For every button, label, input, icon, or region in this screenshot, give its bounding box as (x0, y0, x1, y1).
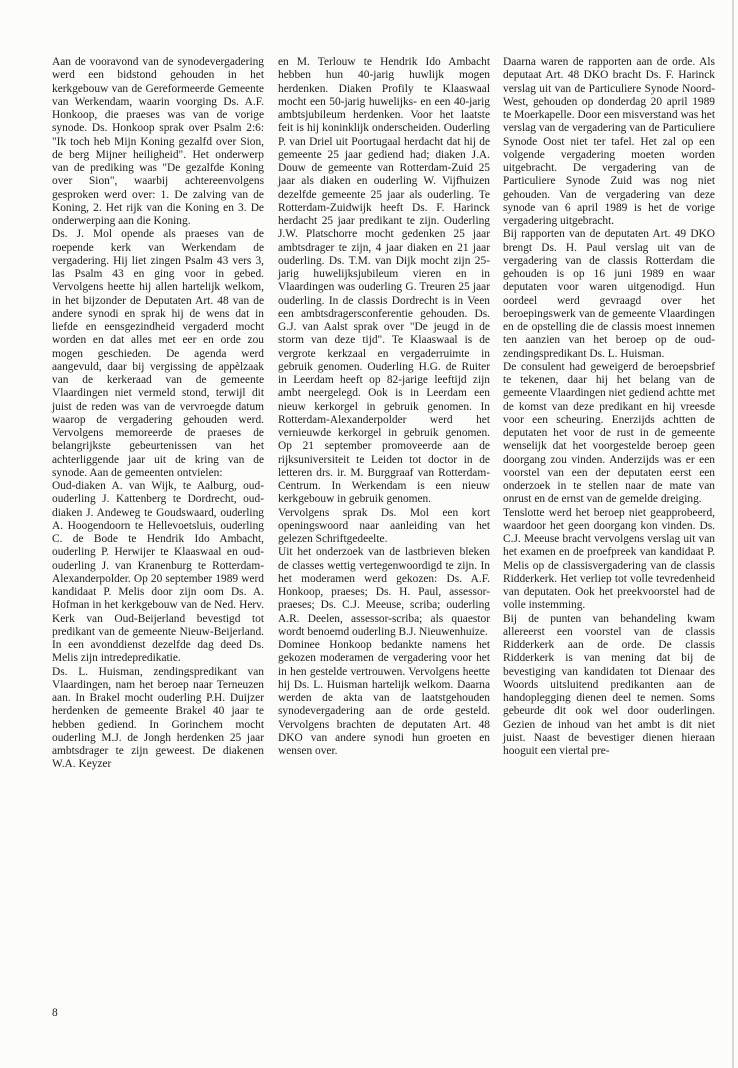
paragraph: Oud-diaken A. van Wijk, te Aalburg, oud-ouderling J. Kattenberg te Dordrecht, oud-diaken J. Andeweg te Goudswaard, ouderling A. Hoogendoorn te Hellevoetsluis, ouderling C. de Bode te Hendrik Ido Ambacht, ouderling P. Herwijer te Klaaswaal en oud-ouderling J. van Kranenburg te Rotterdam-Alexanderpolder. Op 20 september 1989 werd kandidaat P. Melis door zijn oom Ds. A. Hofman in het kerkgebouw van de Ned. Herv. Kerk van Oud-Beijerland bevestigd tot predikant van de gemeente Nieuw-Beijerland. In een avonddienst dezelfde dag deed Ds. Melis zijn intredepredikatie. (52, 480, 264, 665)
paragraph: Ds. J. Mol opende als praeses van de roepende kerk van Werkendam de vergadering. Hij liet zingen Psalm 43 vers 3, las Psalm 43 en ging voor in gebed. Vervolgens heette hij allen hartelijk welkom, in het bijzonder de Deputaten Art. 48 van de andere synodi en sprak hij de wens dat in liefde en eensgezindheid vergaderd mocht worden en dat alles met eer en orde zou mogen geschieden. De agenda werd aangevuld, daar bij vergissing de appèlzaak van de kerkeraad van de gemeente Vlaardingen niet vermeld stond, terwijl dit juist de reden was van de vervroegde datum waarop de vergadering gehouden werd. Vervolgens memoreerde de praeses de belangrijkste gebeurtenissen van het achterliggende jaar uit de kring van de synode. Aan de gemeenten ontvielen: (52, 228, 264, 479)
paragraph: Dominee Honkoop bedankte namens het gekozen moderamen de vergadering voor het in hen gestelde vertrouwen. Vervolgens heette hij Ds. L. Huisman hartelijk welkom. Daarna werden de akta van de laatstgehouden synodevergadering aan de orde gesteld. Vervolgens brachten de deputaten Art. 48 DKO van andere synodi hun groeten en wensen over. (278, 639, 490, 757)
text-column-2 (278, 56, 490, 758)
paragraph: Uit het onderzoek van de lastbrieven bleken de classes wettig vertegenwoordigd te zijn. In het moderamen werd gekozen: Ds. A.F. Honkoop, praeses; Ds. H. Paul, assessor-praeses; Ds. C.J. Meeuse, scriba; ouderling A.R. Deelen, assessor-scriba; als quaestor wordt benoemd ouderling B.J. Nieuwenhuize. (278, 546, 490, 638)
text-column-1 (52, 56, 264, 772)
text-column-3 (503, 56, 715, 758)
paragraph: Aan de vooravond van de synodevergadering werd een bidstond gehouden in het kerkgebouw van de Gereformeerde Gemeente van Werkendam, waarin voorging Ds. A.F. Honkoop, die praeses was van de vorige synode. Ds. Honkoop sprak over Psalm 2:6: "Ik toch heb Mijn Koning gezalfd over Sion, de berg Mijner heiligheid". Het onderwerp van de prediking was "De gezalfde Koning over Sion", waarbij achtereenvolgens gesproken werd over: 1. De zalving van de Koning, 2. Het rijk van die Koning en 3. De onderwerping aan die Koning. (52, 56, 264, 227)
page-number: 8 (52, 1007, 58, 1019)
paragraph: Daarna waren de rapporten aan de orde. Als deputaat Art. 48 DKO bracht Ds. F. Harinck verslag uit van de Particuliere Synode Noord-West, gehouden op donderdag 20 april 1989 te Moerkapelle. Door een misverstand was het verslag van de vergadering van de Particuliere Synode Oost niet ter tafel. Het zal op een volgende vergadering moeten worden uitgebracht. De vergadering van de Particuliere Synode Zuid was nog niet gehouden. Van de vergadering van deze synode van 6 april 1989 is het de vorige vergadering uitgebracht. (503, 56, 715, 227)
paragraph: Bij rapporten van de deputaten Art. 49 DKO brengt Ds. H. Paul verslag uit van de vergadering van de classis Rotterdam die gehouden is op 16 juni 1989 en waar deputaten voor waren uitgenodigd. Hun oordeel werd gevraagd over het beroepingswerk van de gemeente Vlaardingen en de opstelling die de classis moest innemen ten aanzien van het beroep op de oud-zendingspredikant Ds. L. Huisman. (503, 228, 715, 360)
paragraph: Tenslotte werd het beroep niet geapprobeerd, waardoor het geen doorgang kon vinden. Ds. C.J. Meeuse bracht vervolgens verslag uit van het examen en de proefpreek van kandidaat P. Melis op de classisvergadering van de classis Ridderkerk. Het verliep tot volle tevredenheid van deputaten. Ook het preekvoorstel had de volle instemming. (503, 506, 715, 612)
paragraph: De consulent had geweigerd de beroepsbrief te tekenen, daar hij het belang van de gemeente Vlaardingen niet gediend achtte met de komst van deze predikant en hij vreesde voor een scheuring. Enerzijds achtten de deputaten het voor de rust in de gemeente wenselijk dat het voorgestelde beroep geen doorgang zou vinden. Anderzijds was er een voorstel van een der deputaten eerst een onderzoek in te stellen naar de mate van onrust en de ernst van de gemelde dreiging. (503, 360, 715, 506)
paragraph: Bij de punten van behandeling kwam allereerst een voorstel van de classis Ridderkerk aan de orde. De classis Ridderkerk is van mening dat bij de bevestiging van kandidaten tot Dienaar des Woords uitsluitend predikanten aan de handoplegging dienen deel te nemen. Soms gebeurde dit ook wel door ouderlingen. Gezien de inhoud van het ambt is dit niet juist. Naast de bevestiger dienen hieraan hooguit een viertal pre- (503, 612, 715, 757)
paragraph: Ds. L. Huisman, zendingspredikant van Vlaardingen, nam het beroep naar Terneuzen aan. In Brakel mocht ouderling P.H. Duijzer herdenken de gemeente Brakel 40 jaar te hebben gediend. In Gorinchem mocht ouderling M.J. de Jongh herdenken 25 jaar ambtsdrager te zijn geweest. De diakenen W.A. Keyzer (52, 665, 264, 771)
paragraph: en M. Terlouw te Hendrik Ido Ambacht hebben hun 40-jarig huwlijk mogen herdenken. Diaken Profily te Klaaswaal mocht een 50-jarig huwelijks- en een 40-jarig ambtsjubileum herdenken. Voor het laatste feit is hij koninklijk onderscheiden. Ouderling P. van Driel uit Poortugaal herdacht dat hij de gemeente 25 jaar gediend had; diaken J.A. Douw de gemeente van Rotterdam-Zuid 25 jaar als diaken en ouderling W. Vijfhuizen dezelfde gemeente 25 jaar als ouderling. Te Rotterdam-Zuidwijk heeft Ds. F. Harinck herdacht 25 jaar predikant te zijn. Ouderling J.W. Platschorre mocht gedenken 25 jaar ambtsdrager te zijn, 4 jaar diaken en 21 jaar ouderling. Ds. T.M. van Dijk mocht zijn 25-jarig huwelijksjubileum vieren en in Vlaardingen was ouderling G. Treuren 25 jaar ouderling. In de classis Dordrecht is in Veen een ambtsdragersconferentie gehouden. Ds. G.J. van Aalst sprak over "De jeugd in de storm van deze tijd". Te Klaaswaal is de vergrote kerkzaal en vergaderruimte in gebruik genomen. Ouderling H.G. de Ruiter in Leerdam heeft op 82-jarige leeftijd zijn ambt neergelegd. Ook is in Leerdam een nieuw kerkorgel in gebruik genomen. In Rotterdam-Alexanderpolder werd het vernieuwde kerkorgel in gebruik genomen. Op 21 september promoveerde aan de rijksuniversiteit te Leiden tot doctor in de letteren drs. ir. M. Burggraaf van Rotterdam-Centrum. In Werkendam is een nieuw kerkgebouw in gebruik genomen. (278, 56, 490, 506)
page-edge-divider (732, 0, 734, 1068)
paragraph: Vervolgens sprak Ds. Mol een kort openingswoord naar aanleiding van het gelezen Schriftgedeelte. (278, 506, 490, 545)
